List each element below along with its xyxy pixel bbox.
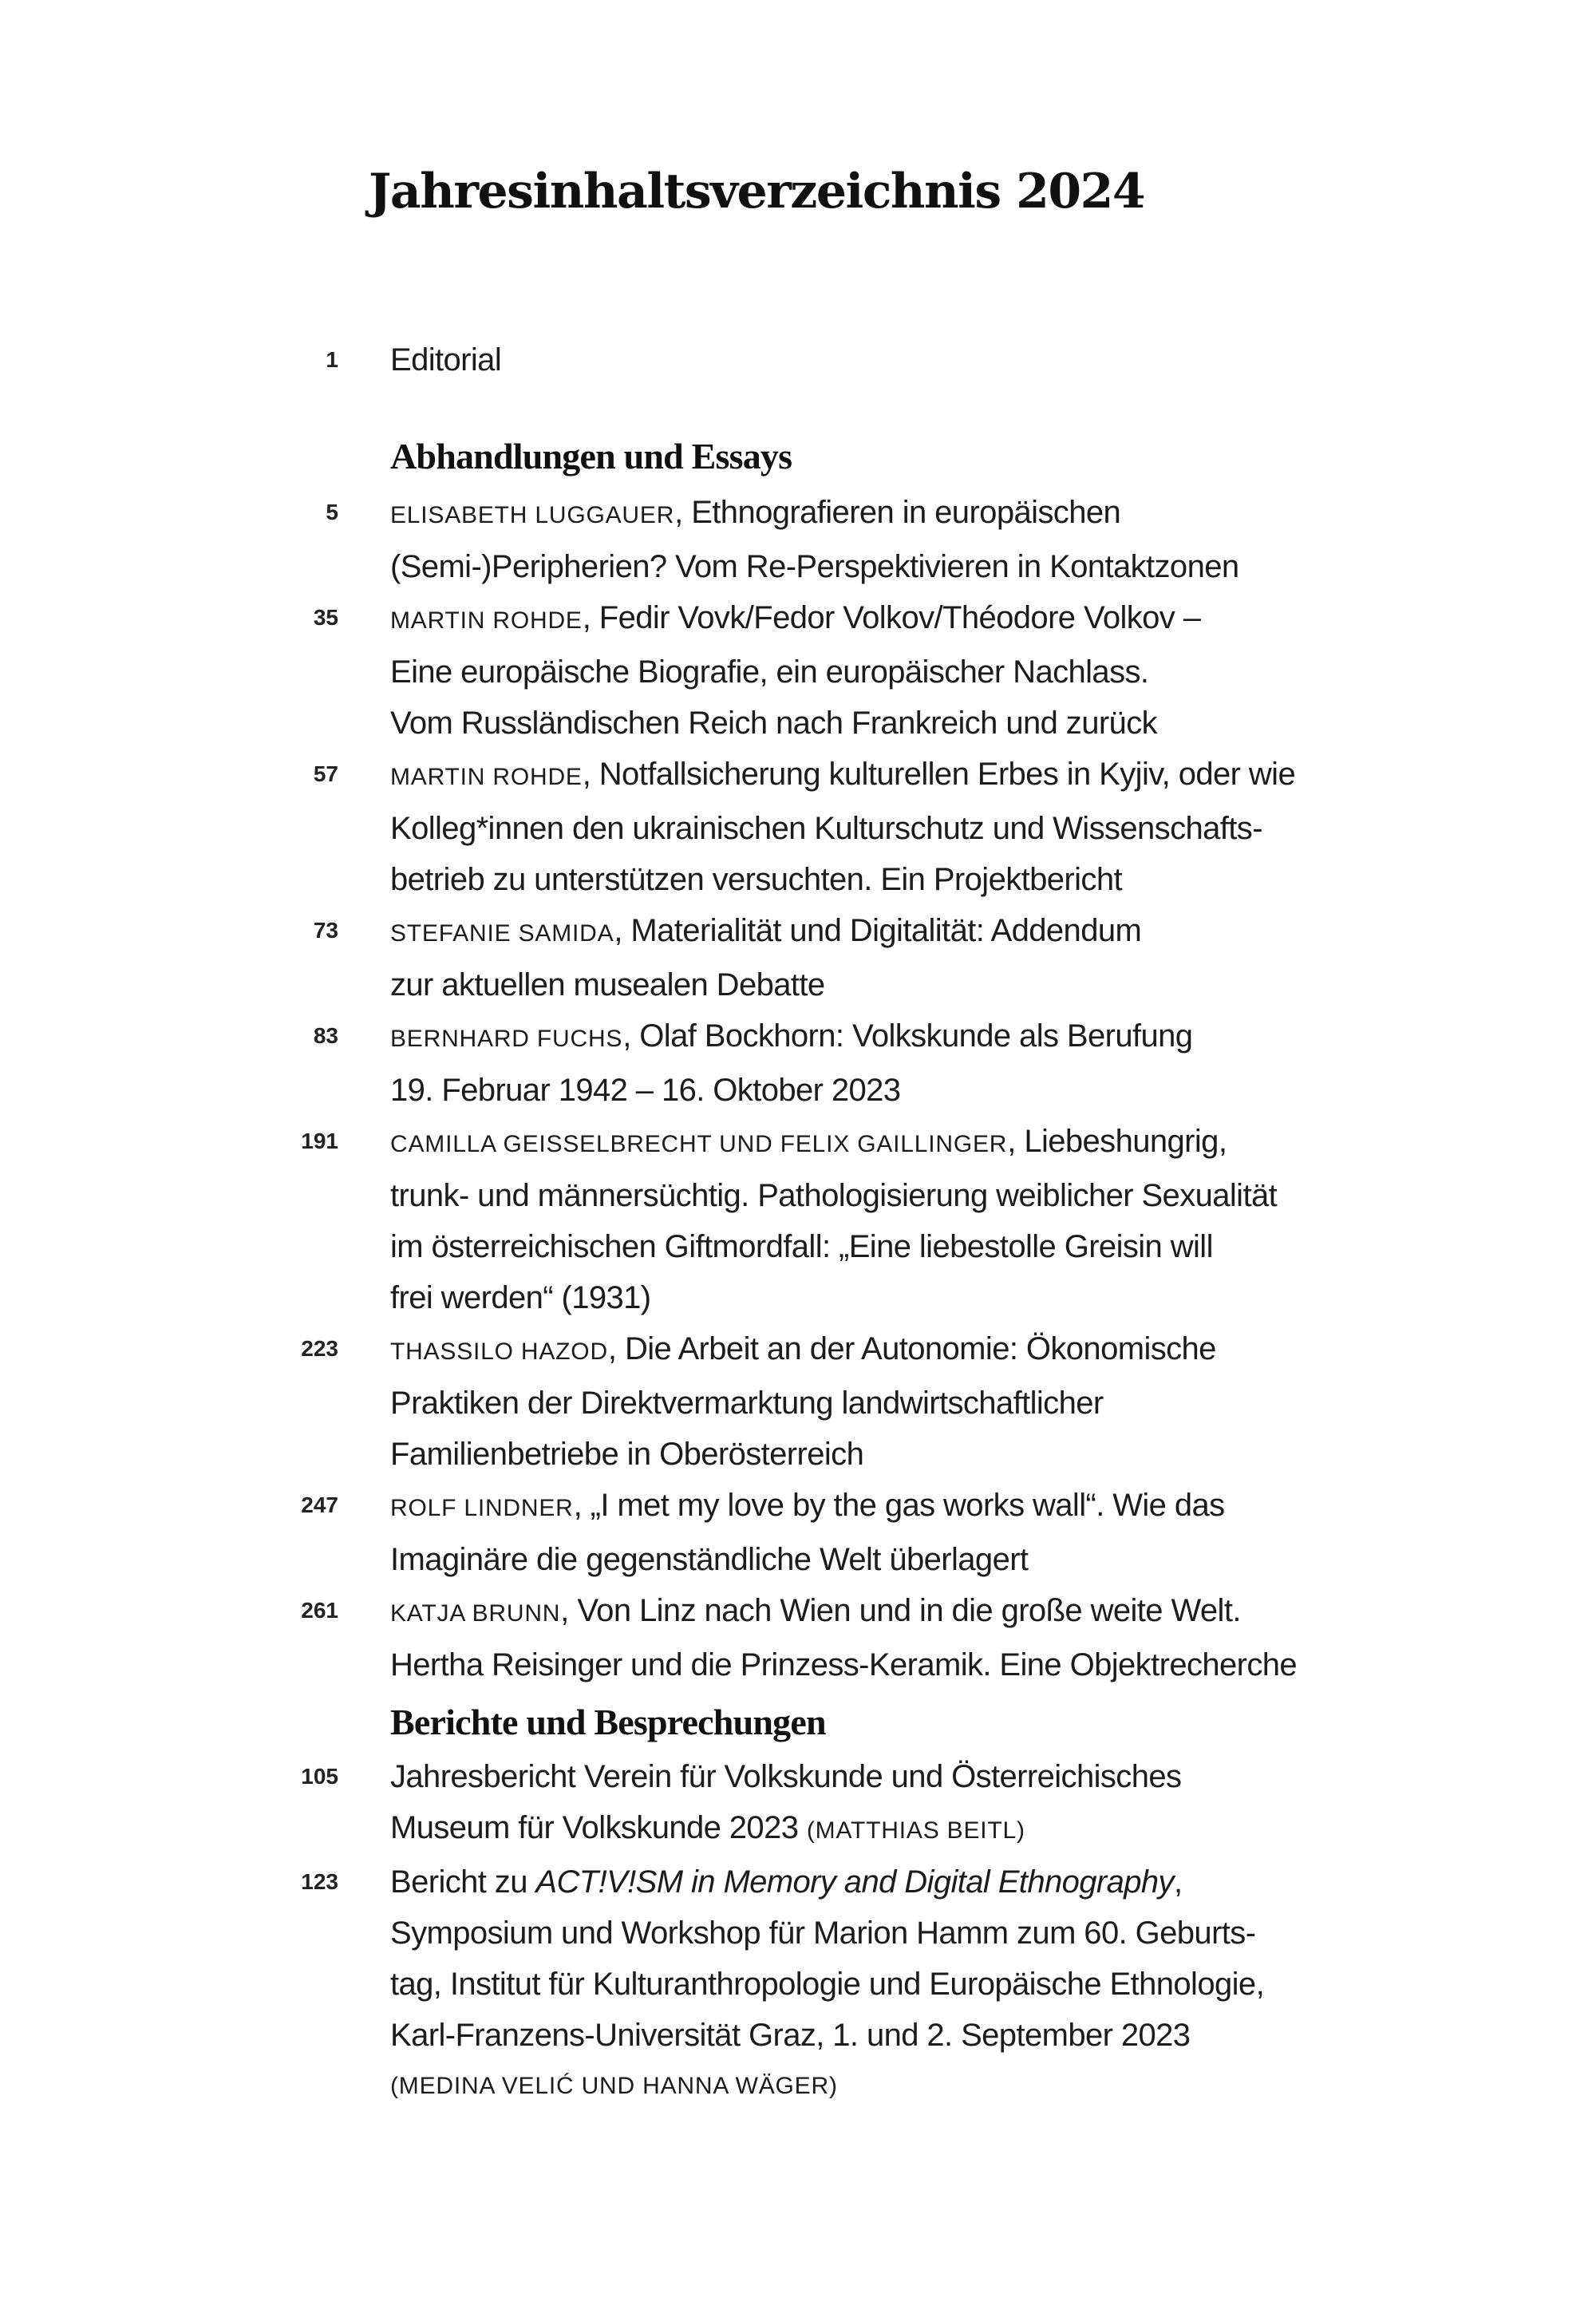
entry-title: Ethnografieren in europäischen: [691, 495, 1121, 530]
author: ROLF LINDNER: [390, 1495, 574, 1521]
entry-title-cont: frei werden“ (1931): [390, 1280, 651, 1315]
entry-title-cont: Museum für Volkskunde 2023: [390, 1810, 799, 1845]
entry-title-cont: (Semi-)Peripherien? Vom Re-Perspektivieren in Kontaktzonen: [390, 549, 1239, 584]
page-number: 105: [301, 1764, 338, 1789]
page-number: 73: [313, 918, 338, 943]
page-number: 223: [301, 1336, 338, 1361]
entry-title: „I met my love by the gas works wall“. Wie das: [590, 1488, 1225, 1523]
entry-title-cont: Praktiken der Direktvermarktung landwirtschaftlicher: [390, 1386, 1104, 1421]
entry-title-italic: ACT!V!SM in Memory and Digital Ethnography: [535, 1864, 1174, 1900]
entry-title: Jahresbericht Verein für Volkskunde und Österreichisches: [390, 1759, 1182, 1794]
page-number: 261: [301, 1598, 338, 1623]
entry-title-cont: 19. Februar 1942 – 16. Oktober 2023: [390, 1073, 901, 1108]
toc-entry: 5 ELISABETH LUGGAUER, Ethnografieren in europäischen (Semi-)Peripherien? Vom Re-Perspektivieren in Kontaktzonen: [0, 487, 1596, 592]
entry-title: Liebeshungrig,: [1024, 1124, 1227, 1159]
toc-entry: 35 MARTIN ROHDE, Fedir Vovk/Fedor Volkov/Théodore Volkov – Eine europäische Biografie, ein europäischer Nachlass. Vom Russländischen Reich nach Frankreich und zurück: [0, 592, 1596, 749]
entry-title-cont: Vom Russländischen Reich nach Frankreich und zurück: [390, 706, 1158, 741]
entry-title: Olaf Bockhorn: Volkskunde als Berufung: [639, 1018, 1193, 1054]
page-number: 247: [301, 1493, 338, 1517]
entry-title-cont: Karl-Franzens-Universität Graz, 1. und 2. September 2023: [390, 2018, 1191, 2053]
toc-entry: 247 ROLF LINDNER, „I met my love by the gas works wall“. Wie das Imaginäre die gegenständliche Welt überlagert: [0, 1480, 1596, 1585]
entry-title-cont: Eine europäische Biografie, ein europäischer Nachlass.: [390, 654, 1149, 690]
page-number: 57: [313, 761, 338, 786]
entry-title-cont: Hertha Reisinger und die Prinzess-Keramik. Eine Objektrecherche: [390, 1647, 1298, 1682]
author: MARTIN ROHDE: [390, 764, 583, 790]
page-number: 83: [313, 1023, 338, 1048]
section-berichte-list: [0, 1751, 1596, 2112]
entry-title: Von Linz nach Wien und in die große weite Welt.: [577, 1593, 1241, 1628]
page-number: 5: [326, 500, 338, 524]
section-heading-abhandlungen: [0, 431, 1596, 482]
page-title: Jahresinhaltsverzeichnis 2024: [369, 164, 1145, 219]
page-number: 1: [326, 347, 338, 372]
author: MARTIN ROHDE: [390, 607, 583, 634]
entry-title-cont: zur aktuellen musealen Debatte: [390, 967, 825, 1002]
entry-title-cont: Imaginäre die gegenständliche Welt überlagert: [390, 1542, 1029, 1577]
entry-title-cont: Familienbetriebe in Oberösterreich: [390, 1437, 864, 1472]
page-number: 35: [313, 605, 338, 630]
entry-title-cont: trunk- und männersüchtig. Pathologisierung weiblicher Sexualität: [390, 1178, 1278, 1213]
author: STEFANIE SAMIDA: [390, 920, 614, 947]
author: THASSILO HAZOD: [390, 1338, 608, 1365]
toc-entry: [0, 1751, 1596, 1856]
entry-title-cont: Symposium und Workshop für Marion Hamm zum 60. Geburts-: [390, 1916, 1256, 1951]
entry-title-cont: Kolleg*innen den ukrainischen Kulturschutz und Wissenschafts-: [390, 811, 1262, 846]
entry-title: Materialität und Digitalität: Addendum: [630, 913, 1142, 948]
section-heading: Abhandlungen und Essays: [390, 436, 792, 476]
section-abhandlungen-list: [0, 487, 1596, 1690]
entry-title: Die Arbeit an der Autonomie: Ökonomische: [624, 1331, 1216, 1366]
toc-entry: 57 MARTIN ROHDE, Notfallsicherung kulturellen Erbes in Kyjiv, oder wie Kolleg*innen den ukrainischen Kulturschutz und Wissenschafts- betrieb zu unterstützen versuchten. Ein Projektbericht: [0, 749, 1596, 905]
author: (MEDINA VELIĆ UND HANNA WÄGER): [390, 2073, 838, 2099]
entry-title-cont: betrieb zu unterstützen versuchten. Ein Projektbericht: [390, 862, 1122, 897]
section-heading-berichte: [0, 1697, 1596, 1748]
author: KATJA BRUNN: [390, 1600, 561, 1627]
entry-title: Editorial: [390, 342, 502, 378]
toc-entry: 223 THASSILO HAZOD, Die Arbeit an der Autonomie: Ökonomische Praktiken der Direktvermarktung landwirtschaftlicher Familienbetriebe in Oberösterreich: [0, 1323, 1596, 1480]
toc-entry: 83 BERNHARD FUCHS, Olaf Bockhorn: Volkskunde als Berufung 19. Februar 1942 – 16. Oktober 2023: [0, 1010, 1596, 1116]
author: (MATTHIAS BEITL): [806, 1817, 1025, 1844]
toc-entry: 73 STEFANIE SAMIDA, Materialität und Digitalität: Addendum zur aktuellen musealen Debatte: [0, 905, 1596, 1010]
entry-title-cont: im österreichischen Giftmordfall: „Eine liebestolle Greisin will: [390, 1229, 1213, 1264]
entry-title-cont: tag, Institut für Kulturanthropologie und Europäische Ethnologie,: [390, 1967, 1265, 2002]
author: ELISABETH LUGGAUER: [390, 502, 675, 528]
page-number: 123: [301, 1869, 338, 1894]
entry-title: Fedir Vovk/Fedor Volkov/Théodore Volkov –: [598, 600, 1201, 635]
punctuation: ,: [1173, 1864, 1183, 1900]
section-heading: Berichte und Besprechungen: [390, 1702, 826, 1742]
toc-entry: [0, 1856, 1596, 2112]
toc-entry-editorial: [0, 334, 1596, 385]
entry-title: Notfallsicherung kulturellen Erbes in Kyjiv, oder wie: [598, 757, 1296, 792]
author: BERNHARD FUCHS: [390, 1026, 623, 1052]
page-number: 191: [301, 1129, 338, 1153]
toc-entry: 261 KATJA BRUNN, Von Linz nach Wien und in die große weite Welt. Hertha Reisinger und die Prinzess-Keramik. Eine Objektrecherche: [0, 1585, 1596, 1690]
entry-title-prefix: Bericht zu: [390, 1864, 527, 1900]
author: CAMILLA GEISSELBRECHT UND FELIX GAILLINGER: [390, 1131, 1008, 1157]
toc-entry: 191 CAMILLA GEISSELBRECHT UND FELIX GAILLINGER, Liebeshungrig, trunk- und männersüchtig. Pathologisierung weiblicher Sexualität im österreichischen Giftmordfall: „Eine liebestolle Greisin will frei werden“ (1931): [0, 1116, 1596, 1323]
